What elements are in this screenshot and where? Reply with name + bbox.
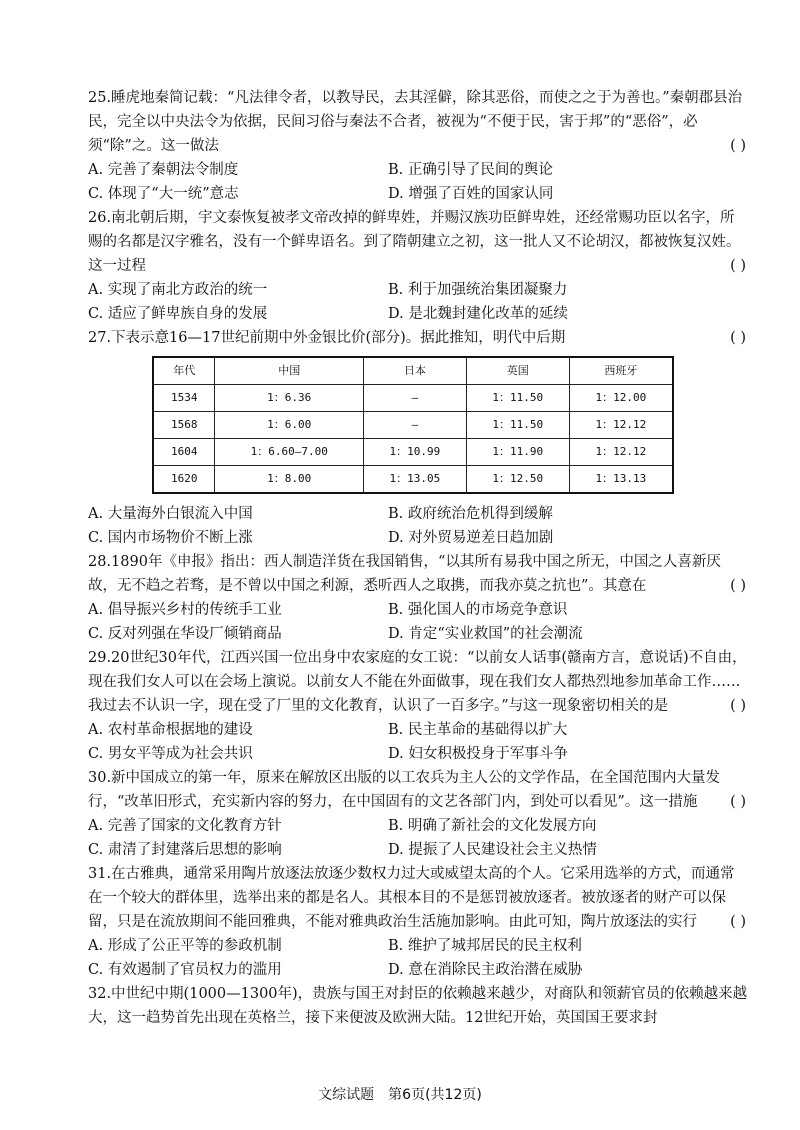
option-a: A. 实现了南北方政治的统一 bbox=[88, 282, 268, 298]
option-c: C. 肃清了封建落后思想的影响 bbox=[88, 842, 282, 858]
question-32 bbox=[88, 982, 748, 1030]
answer-bracket: ( ) bbox=[730, 578, 746, 594]
table-row bbox=[153, 412, 673, 439]
question-25 bbox=[88, 86, 748, 206]
table-cell: 1：12.00 bbox=[569, 385, 673, 412]
option-b: B. 正确引导了民间的舆论 bbox=[388, 162, 553, 178]
option-a: A. 倡导振兴乡村的传统手工业 bbox=[88, 602, 282, 618]
page-footer: 文综试题 第6页(共12页) bbox=[318, 1087, 482, 1103]
question-stem: 25.睡虎地秦简记载：“凡法律令者，以教导民，去其淫僻，除其恶俗，而使之之于为善也。”秦朝郡县治民，完全以中央法令为依据，民间习俗与秦法不合者，被视为“不便于民，害于邦”的“恶俗”，必须“除”之。这一做法 bbox=[88, 90, 743, 154]
option-b: B. 维护了城邦居民的民主权利 bbox=[388, 938, 582, 954]
table-header-row bbox=[153, 357, 673, 385]
question-29 bbox=[88, 646, 748, 766]
table-cell: 1：11.90 bbox=[466, 439, 569, 466]
option-c: C. 国内市场物价不断上涨 bbox=[88, 530, 253, 546]
header-cell: 中国 bbox=[215, 357, 363, 385]
question-stem: 27.下表示意16—17世纪前期中外金银比价(部分)。据此推知，明代中后期 bbox=[88, 330, 566, 346]
question-27 bbox=[88, 326, 748, 550]
option-c: C. 反对列强在华设厂倾销商品 bbox=[88, 626, 282, 642]
table-cell: — bbox=[363, 385, 466, 412]
option-d: D. 肯定“实业救国”的社会潮流 bbox=[388, 626, 583, 642]
table-cell: 1：8.00 bbox=[215, 466, 363, 494]
option-c: C. 男女平等成为社会共识 bbox=[88, 746, 253, 762]
option-d: D. 妇女积极投身于军事斗争 bbox=[388, 746, 568, 762]
option-c: C. 体现了“大一统”意志 bbox=[88, 186, 239, 202]
table-row bbox=[153, 439, 673, 466]
gold-silver-ratio-table bbox=[152, 356, 674, 494]
option-c: C. 有效遏制了官员权力的滥用 bbox=[88, 962, 282, 978]
option-b: B. 明确了新社会的文化发展方向 bbox=[388, 818, 597, 834]
table-cell: 1：6.36 bbox=[215, 385, 363, 412]
question-stem: 28.1890年《申报》指出：西人制造洋货在我国销售，“以其所有易我中国之所无，中国之人喜新厌故，无不趋之若骛，是不曾以中国之利源，悉听西人之取携，而我亦莫之抗也”。其意在 bbox=[88, 554, 721, 594]
options bbox=[88, 158, 748, 206]
option-b: B. 强化国人的市场竞争意识 bbox=[388, 602, 568, 618]
option-d: D. 增强了百姓的国家认同 bbox=[388, 186, 554, 202]
header-cell: 西班牙 bbox=[569, 357, 673, 385]
options bbox=[88, 718, 748, 766]
table-cell: 1：12.50 bbox=[466, 466, 569, 494]
table-cell: 1：13.13 bbox=[569, 466, 673, 494]
option-a: A. 大量海外白银流入中国 bbox=[88, 506, 253, 522]
table-cell: 1：6.60—7.00 bbox=[215, 439, 363, 466]
options bbox=[88, 814, 748, 862]
option-d: D. 意在消除民主政治潜在威胁 bbox=[388, 962, 583, 978]
answer-bracket: ( ) bbox=[730, 794, 746, 810]
question-stem: 32.中世纪中期(1000—1300年)，贵族与国王对封臣的依赖越来越少，对商队和领薪官员的依赖越来越大，这一趋势首先出现在英格兰，接下来便波及欧洲大陆。12世纪开始，英国国王要求封 bbox=[88, 986, 748, 1026]
header-cell: 英国 bbox=[466, 357, 569, 385]
options bbox=[88, 278, 748, 326]
answer-bracket: ( ) bbox=[730, 330, 746, 346]
answer-bracket: ( ) bbox=[730, 698, 746, 714]
question-30 bbox=[88, 766, 748, 862]
table-cell: 1620 bbox=[153, 466, 215, 494]
table-row bbox=[153, 385, 673, 412]
question-stem: 26.南北朝后期，宇文泰恢复被孝文帝改掉的鲜卑姓，并赐汉族功臣鲜卑姓，还经常赐功臣以名字，所赐的名都是汉字雅名，没有一个鲜卑语名。到了隋朝建立之初，这一批人又不论胡汉，都被恢复汉姓。这一过程 bbox=[88, 210, 741, 274]
answer-bracket: ( ) bbox=[730, 138, 746, 154]
answer-bracket: ( ) bbox=[730, 914, 746, 930]
options bbox=[88, 502, 748, 550]
option-d: D. 对外贸易逆差日趋加剧 bbox=[388, 530, 554, 546]
question-31 bbox=[88, 862, 748, 982]
table-cell: 1：11.50 bbox=[466, 385, 569, 412]
table-cell: 1：12.12 bbox=[569, 439, 673, 466]
option-a: A. 农村革命根据地的建设 bbox=[88, 722, 253, 738]
table-cell: 1568 bbox=[153, 412, 215, 439]
table-cell: 1534 bbox=[153, 385, 215, 412]
option-b: B. 利于加强统治集团凝聚力 bbox=[388, 282, 568, 298]
option-b: B. 民主革命的基础得以扩大 bbox=[388, 722, 568, 738]
question-stem: 31.在古雅典，通常采用陶片放逐法放逐少数权力过大或威望太高的个人。它采用选举的方式，而通常在一个较大的群体里，选举出来的都是名人。其根本目的不是惩罚被放逐者。被放逐者的财产可以保留，只是在流放期间不能回雅典，不能对雅典政治生活施加影响。由此可知，陶片放逐法的实行 bbox=[88, 866, 735, 930]
question-stem: 29.20世纪30年代，江西兴国一位出身中农家庭的女工说：“以前女人话事(赣南方言，意说话)不自由，现在我们女人可以在会场上演说。以前女人不能在外面做事，现在我们女人都热烈地参加革命工作……我过去不认识一字，现在受了厂里的文化教育，认识了一百多字。”与这一现象密切相关的是 bbox=[88, 650, 747, 714]
option-d: D. 提振了人民建设社会主义热情 bbox=[388, 842, 597, 858]
options bbox=[88, 934, 748, 982]
option-b: B. 政府统治危机得到缓解 bbox=[388, 506, 553, 522]
option-a: A. 形成了公正平等的参政机制 bbox=[88, 938, 282, 954]
table-cell: 1：10.99 bbox=[363, 439, 466, 466]
answer-bracket: ( ) bbox=[730, 258, 746, 274]
question-stem: 30.新中国成立的第一年，原来在解放区出版的以工农兵为主人公的文学作品，在全国范围内大量发行，“改革旧形式，充实新内容的努力，在中国固有的文艺各部门内，到处可以看见”。这一措施 bbox=[88, 770, 721, 810]
option-c: C. 适应了鲜卑族自身的发展 bbox=[88, 306, 268, 322]
table-cell: 1：13.05 bbox=[363, 466, 466, 494]
table-cell: — bbox=[363, 412, 466, 439]
header-cell: 年代 bbox=[153, 357, 215, 385]
exam-page bbox=[88, 86, 748, 1030]
options bbox=[88, 598, 748, 646]
table-cell: 1604 bbox=[153, 439, 215, 466]
question-26 bbox=[88, 206, 748, 326]
option-a: A. 完善了国家的文化教育方针 bbox=[88, 818, 282, 834]
table-cell: 1：11.50 bbox=[466, 412, 569, 439]
table-cell: 1：12.12 bbox=[569, 412, 673, 439]
question-28 bbox=[88, 550, 748, 646]
header-cell: 日本 bbox=[363, 357, 466, 385]
option-a: A. 完善了秦朝法令制度 bbox=[88, 162, 239, 178]
option-d: D. 是北魏封建化改革的延续 bbox=[388, 306, 568, 322]
table-row bbox=[153, 466, 673, 494]
table-cell: 1：6.00 bbox=[215, 412, 363, 439]
